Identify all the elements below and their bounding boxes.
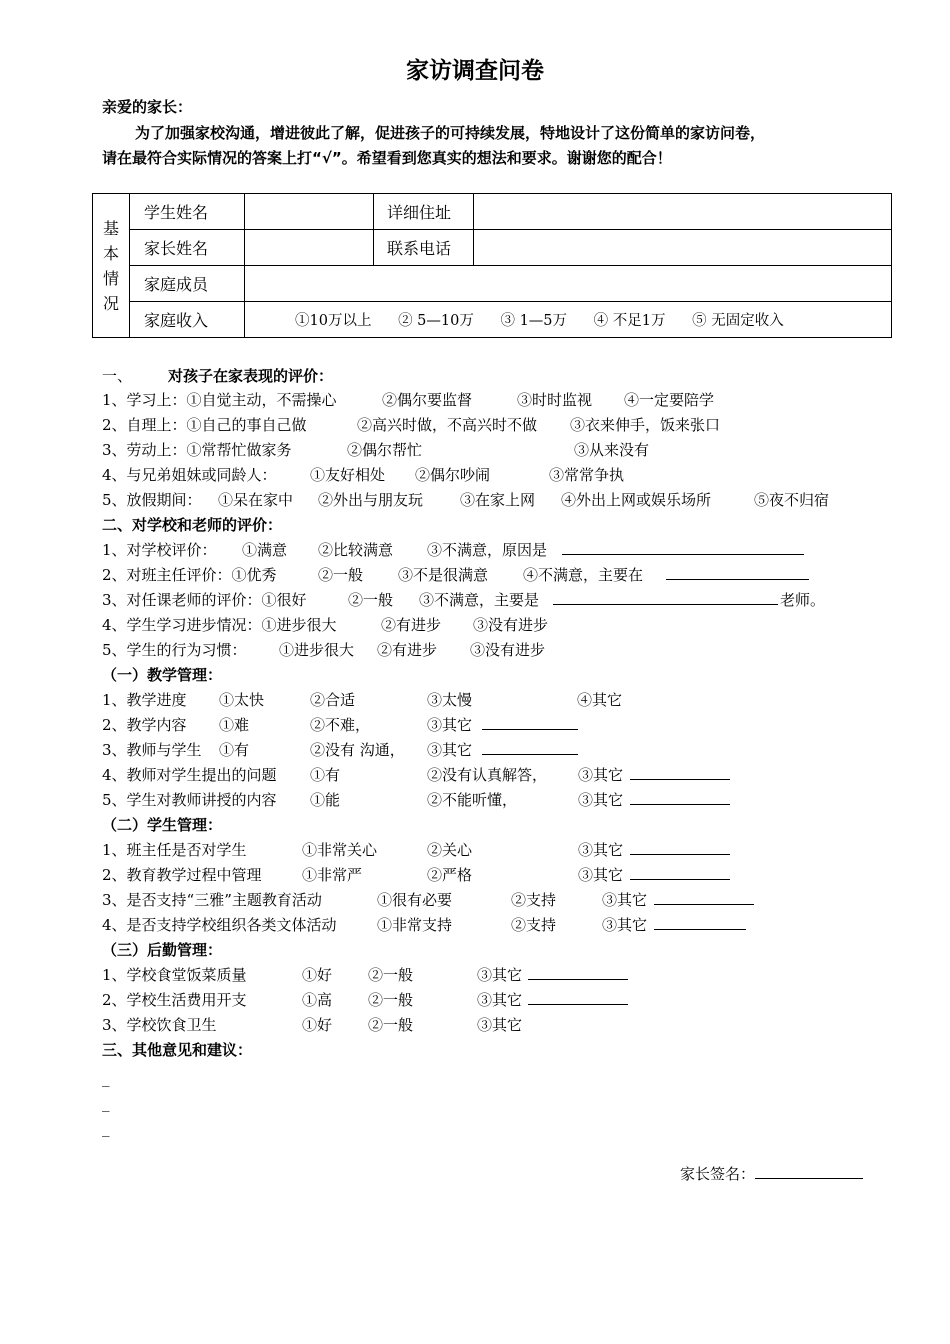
answer-option[interactable]: ①非常严: [302, 866, 363, 884]
answer-option[interactable]: ②支持: [511, 891, 557, 909]
answer-option[interactable]: ①高: [302, 991, 333, 1009]
s1-q1-label: 1、学习上：①自觉主动，不需操心: [102, 391, 337, 409]
answer-option[interactable]: ④不满意，主要在: [523, 566, 644, 584]
section-1-number: 一、: [102, 367, 133, 385]
answer-option[interactable]: ③其它: [427, 741, 473, 759]
other-blank[interactable]: [654, 915, 746, 930]
answer-option[interactable]: ②一般: [318, 566, 364, 584]
side-char: 况: [102, 293, 119, 313]
reason-blank[interactable]: [562, 540, 804, 555]
answer-option[interactable]: ①太快: [219, 691, 265, 709]
section-1-title: 对孩子在家表现的评价：: [168, 367, 334, 385]
s2-q1-label: 1、对学校评价：: [102, 541, 217, 559]
page-title: 家访调查问卷: [406, 58, 544, 84]
s2-q3-suffix: 老师。: [780, 591, 826, 609]
answer-option[interactable]: ③不满意，原因是: [427, 541, 548, 559]
answer-option[interactable]: ③不是很满意: [398, 566, 489, 584]
answer-option[interactable]: ①有: [219, 741, 250, 759]
answer-option[interactable]: ③时时监视: [517, 391, 593, 409]
side-char: 基: [102, 218, 119, 238]
answer-option[interactable]: ②偶尔吵闹: [415, 466, 491, 484]
s-q3-label: 3、是否支持“三雅”主题教育活动: [102, 891, 322, 909]
t-q1-label: 1、教学进度: [102, 691, 187, 709]
income-option[interactable]: ③ 1—5万: [500, 313, 568, 329]
answer-option[interactable]: ③其它: [602, 891, 648, 909]
greeting: 亲爱的家长：: [102, 98, 193, 116]
student-name-field[interactable]: [245, 194, 374, 230]
answer-option[interactable]: ①很有必要: [377, 891, 453, 909]
answer-option[interactable]: ①友好相处: [310, 466, 386, 484]
section-2-heading: 二、对学校和老师的评价：: [102, 516, 283, 534]
basic-info-side-label: [93, 194, 130, 338]
income-option[interactable]: ⑤ 无固定收入: [692, 313, 784, 329]
answer-option[interactable]: ②合适: [310, 691, 356, 709]
phone-label: 联系电话: [374, 230, 474, 266]
answer-option[interactable]: ①难: [219, 716, 250, 734]
other-blank[interactable]: [528, 990, 628, 1005]
income-option[interactable]: ①10万以上: [295, 313, 372, 329]
address-field[interactable]: [474, 194, 892, 230]
other-blank[interactable]: [654, 890, 754, 905]
answer-option[interactable]: ③其它: [477, 991, 523, 1009]
signature-blank[interactable]: [755, 1164, 863, 1179]
answer-option[interactable]: ③不满意，主要是: [419, 591, 540, 609]
s2-q4-label: 4、学生学习进步情况：①进步很大: [102, 616, 337, 634]
address-label: 详细住址: [374, 194, 474, 230]
answer-option[interactable]: ①好: [302, 1016, 333, 1034]
student-management-heading: （二）学生管理：: [102, 816, 223, 834]
answer-option[interactable]: ②不难，: [310, 716, 371, 734]
teaching-management-heading: （一）教学管理：: [102, 666, 223, 684]
parent-signature: [680, 1163, 863, 1184]
section-3-heading: 三、其他意见和建议：: [102, 1041, 253, 1059]
answer-option[interactable]: ①进步很大: [279, 641, 355, 659]
answer-option[interactable]: ①好: [302, 966, 333, 984]
other-blank[interactable]: [482, 740, 578, 755]
answer-option[interactable]: ②一般: [368, 966, 414, 984]
answer-option[interactable]: ②关心: [427, 841, 473, 859]
other-blank[interactable]: [630, 865, 730, 880]
side-char: 情: [102, 268, 119, 288]
answer-option[interactable]: ③其它: [578, 866, 624, 884]
answer-option[interactable]: ①呆在家中: [218, 491, 294, 509]
answer-option[interactable]: ④其它: [577, 691, 623, 709]
suggestion-line[interactable]: _: [102, 1069, 110, 1087]
s1-q2-label: 2、自理上：①自己的事自己做: [102, 416, 307, 434]
answer-option[interactable]: ③其它: [427, 716, 473, 734]
intro-line-2: 请在最符合实际情况的答案上打“√”。希望看到您真实的想法和要求。谢谢您的配合！: [102, 149, 672, 167]
answer-option[interactable]: ③其它: [477, 966, 523, 984]
parent-name-label: 家长姓名: [130, 230, 245, 266]
answer-option[interactable]: ②一般: [368, 1016, 414, 1034]
family-members-field[interactable]: [245, 266, 892, 302]
basic-info-table: [92, 193, 892, 338]
other-blank[interactable]: [528, 965, 628, 980]
intro-line-1: 为了加强家校沟通，增进彼此了解，促进孩子的可持续发展，特地设计了这份简单的家访问卷，: [135, 124, 766, 142]
other-blank[interactable]: [482, 715, 578, 730]
answer-option[interactable]: ②一般: [368, 991, 414, 1009]
t-q2-label: 2、教学内容: [102, 716, 187, 734]
signature-label: 家长签名：: [680, 1165, 756, 1183]
s-q4-label: 4、是否支持学校组织各类文体活动: [102, 916, 337, 934]
answer-option[interactable]: ③其它: [578, 791, 624, 809]
answer-option[interactable]: ②有进步: [381, 616, 442, 634]
answer-option[interactable]: ②没有 沟通，: [310, 741, 405, 759]
income-option[interactable]: ④ 不足1万: [593, 313, 666, 329]
answer-option[interactable]: ③衣来伸手，饭来张口: [570, 416, 721, 434]
s1-q4-label: 4、与兄弟姐妹或同龄人：: [102, 466, 277, 484]
family-income-label: 家庭收入: [130, 302, 245, 338]
answer-option[interactable]: ②一般: [348, 591, 394, 609]
s2-q3-label: 3、对任课老师的评价：①很好: [102, 591, 307, 609]
answer-option[interactable]: ①满意: [242, 541, 288, 559]
answer-option[interactable]: ⑤夜不归宿: [754, 491, 830, 509]
answer-option[interactable]: ③常常争执: [549, 466, 625, 484]
answer-option[interactable]: ②外出与朋友玩: [318, 491, 424, 509]
intro-paragraph: [102, 121, 892, 171]
answer-option[interactable]: ③其它: [477, 1016, 523, 1034]
suggestion-line[interactable]: _: [102, 1094, 110, 1112]
s2-q2-label: 2、对班主任评价：①优秀: [102, 566, 277, 584]
answer-option[interactable]: ③其它: [578, 766, 624, 784]
logistics-management-heading: （三）后勤管理：: [102, 941, 223, 959]
phone-field[interactable]: [474, 230, 892, 266]
answer-option[interactable]: ②比较满意: [318, 541, 394, 559]
family-income-options: [245, 302, 892, 338]
answer-option[interactable]: ②不能听懂，: [427, 791, 518, 809]
answer-option[interactable]: ②有进步: [377, 641, 438, 659]
other-blank[interactable]: [630, 765, 730, 780]
s1-q5-label: 5、放假期间：: [102, 491, 202, 509]
answer-option[interactable]: ②偶尔帮忙: [347, 441, 423, 459]
answer-option[interactable]: ③没有进步: [470, 641, 546, 659]
answer-option[interactable]: ①非常关心: [302, 841, 378, 859]
answer-option[interactable]: ①有: [310, 766, 341, 784]
side-char: 本: [102, 243, 119, 263]
l-q2-label: 2、学校生活费用开支: [102, 991, 247, 1009]
answer-option[interactable]: ①非常支持: [377, 916, 453, 934]
other-blank[interactable]: [630, 840, 730, 855]
other-blank[interactable]: [630, 790, 730, 805]
student-name-label: 学生姓名: [130, 194, 245, 230]
answer-option[interactable]: ③没有进步: [473, 616, 549, 634]
answer-option[interactable]: ②严格: [427, 866, 473, 884]
l-q1-label: 1、学校食堂饭菜质量: [102, 966, 247, 984]
answer-option[interactable]: ②没有认真解答，: [427, 766, 548, 784]
s2-q5-label: 5、学生的行为习惯：: [102, 641, 247, 659]
answer-option[interactable]: ④一定要陪学: [624, 391, 715, 409]
s-q2-label: 2、教育教学过程中管理: [102, 866, 262, 884]
answer-option[interactable]: ③从来没有: [574, 441, 650, 459]
answer-option[interactable]: ④外出上网或娱乐场所: [561, 491, 712, 509]
answer-option[interactable]: ②支持: [511, 916, 557, 934]
parent-name-field[interactable]: [245, 230, 374, 266]
answer-option[interactable]: ①能: [310, 791, 341, 809]
family-members-label: 家庭成员: [130, 266, 245, 302]
income-option[interactable]: ② 5—10万: [398, 313, 474, 329]
answer-option[interactable]: ②偶尔要监督: [382, 391, 473, 409]
reason-blank[interactable]: [666, 565, 809, 580]
suggestion-line[interactable]: _: [102, 1119, 110, 1137]
answer-option[interactable]: ③太慢: [427, 691, 473, 709]
answer-option[interactable]: ③其它: [578, 841, 624, 859]
answer-option[interactable]: ③在家上网: [460, 491, 536, 509]
t-q5-label: 5、学生对教师讲授的内容: [102, 791, 277, 809]
s-q1-label: 1、班主任是否对学生: [102, 841, 247, 859]
l-q3-label: 3、学校饮食卫生: [102, 1016, 217, 1034]
reason-blank[interactable]: [553, 590, 778, 605]
answer-option[interactable]: ②高兴时做，不高兴时不做: [357, 416, 538, 434]
t-q3-label: 3、教师与学生: [102, 741, 202, 759]
answer-option[interactable]: ③其它: [602, 916, 648, 934]
t-q4-label: 4、教师对学生提出的问题: [102, 766, 277, 784]
s1-q3-label: 3、劳动上：①常帮忙做家务: [102, 441, 292, 459]
